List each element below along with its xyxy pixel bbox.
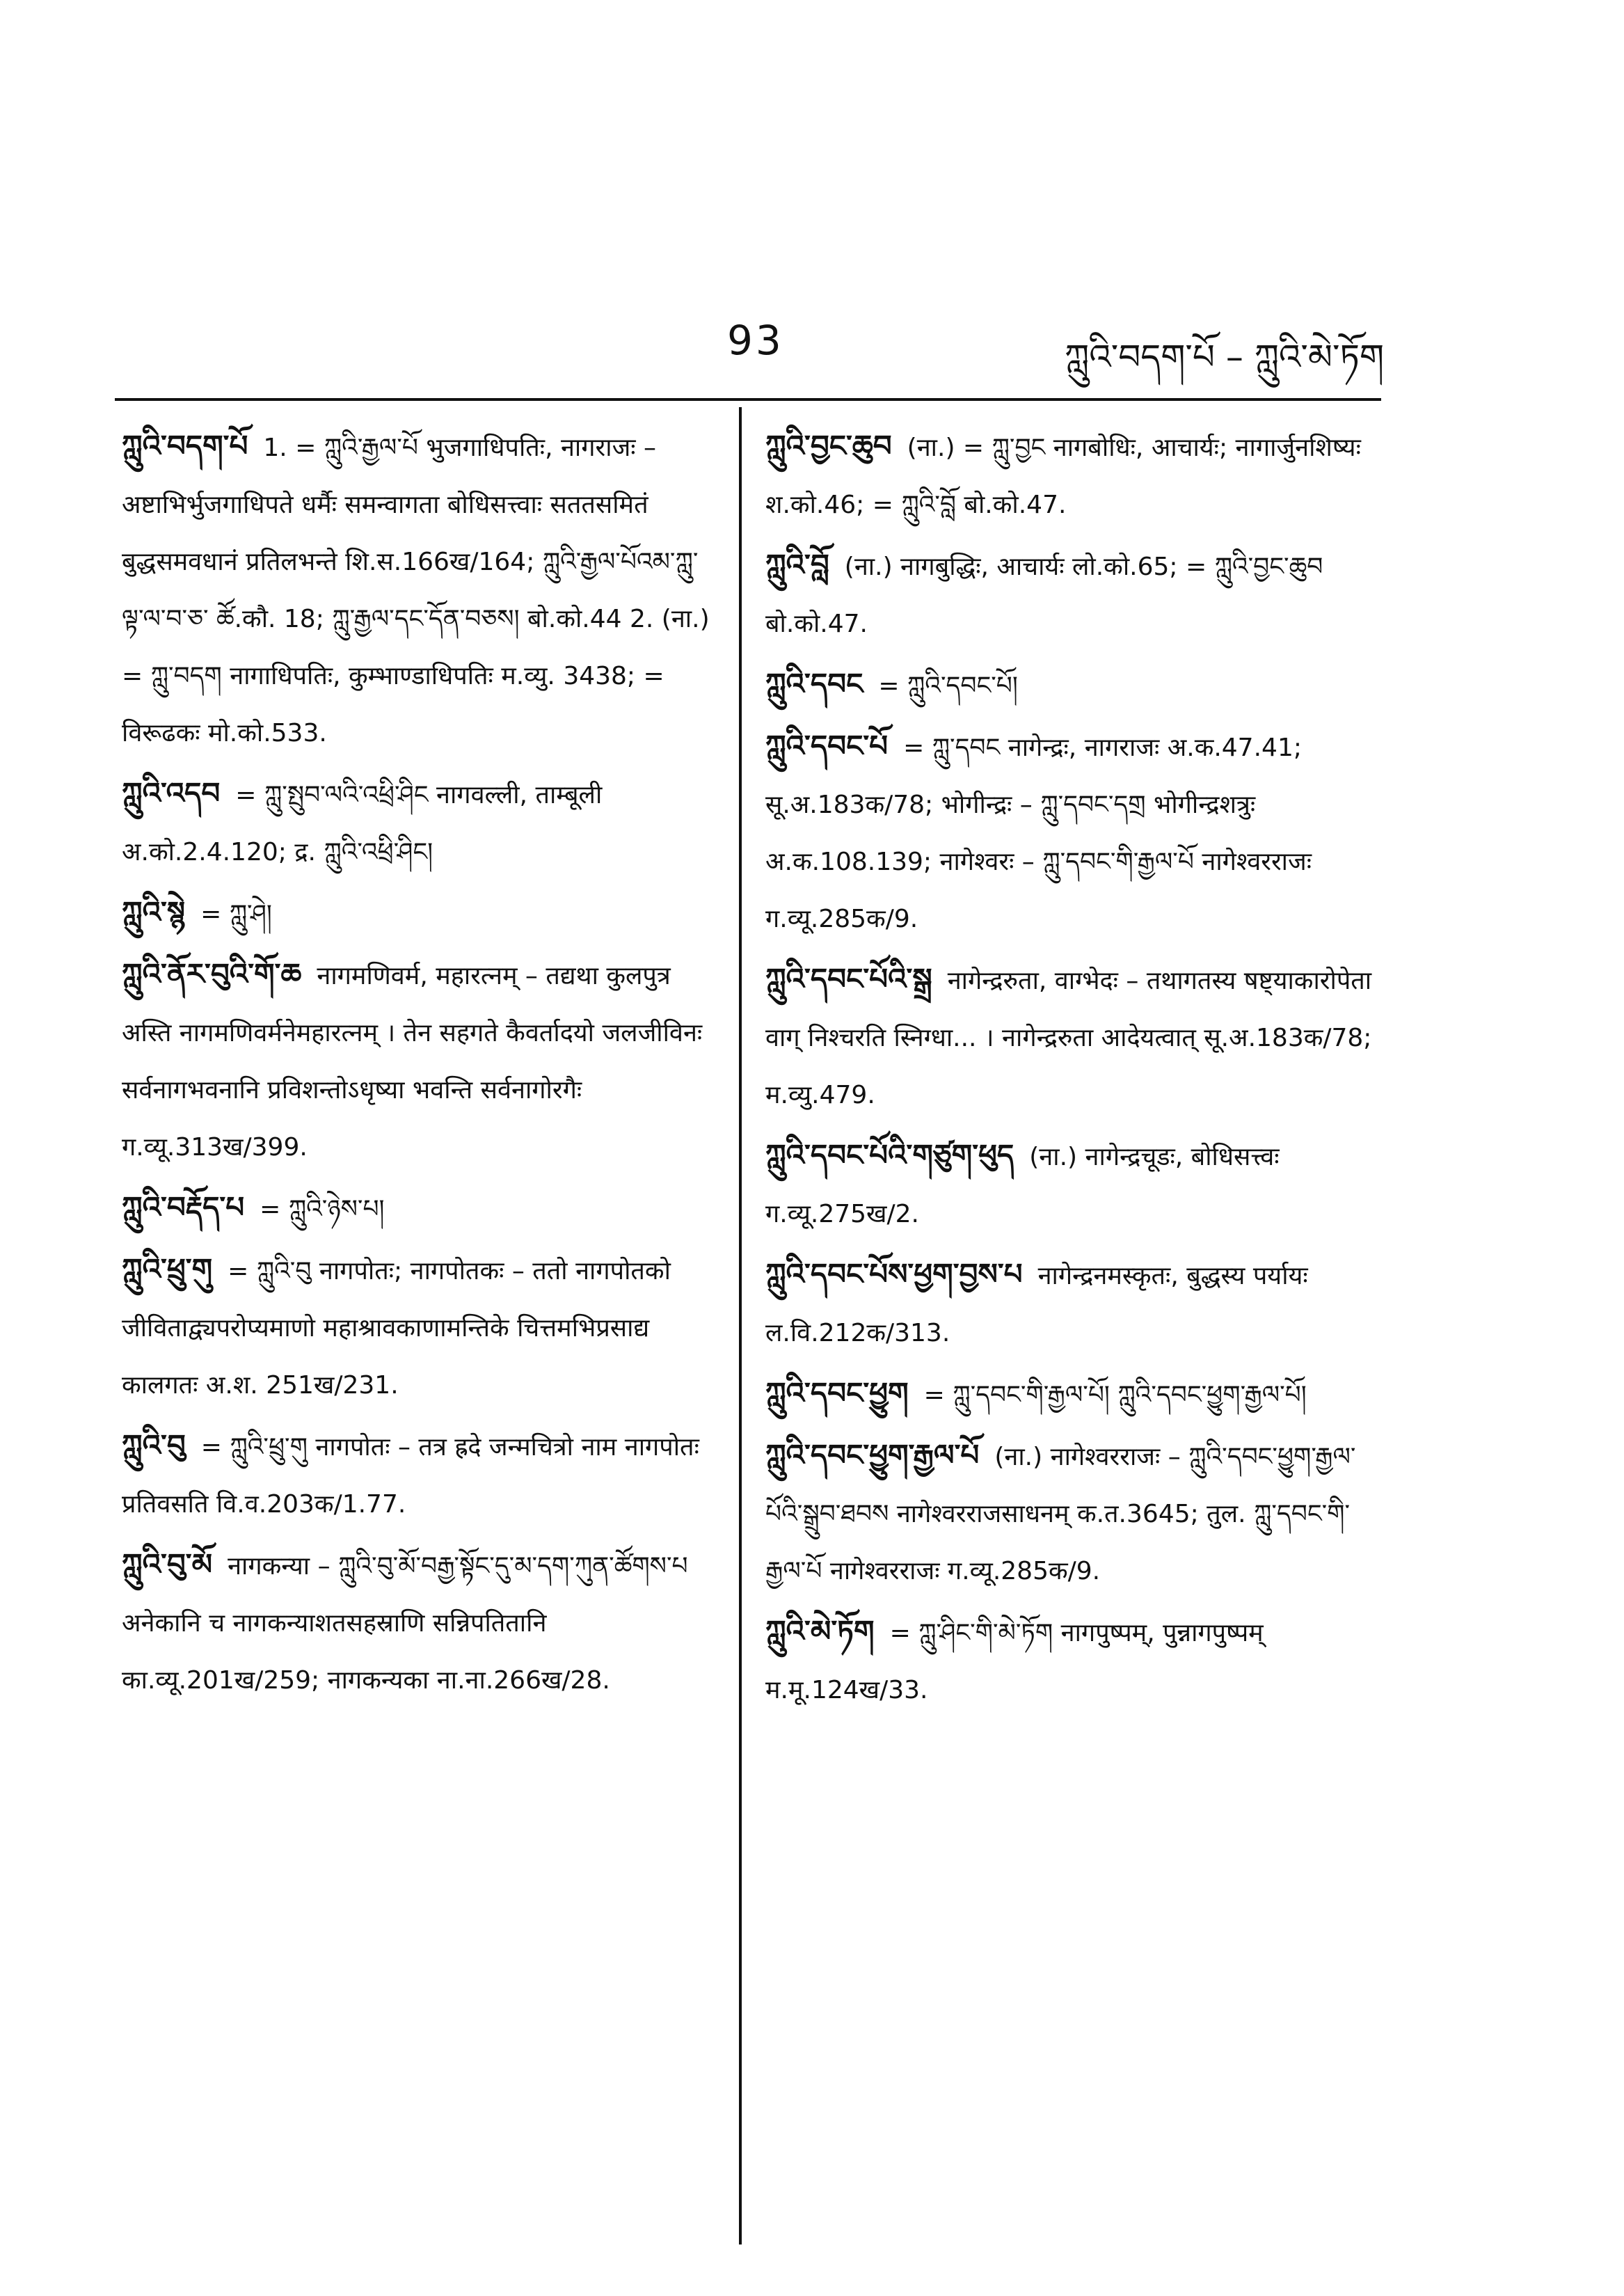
running-head: ཀླུའི་བདག་པོ – ཀླུའི་མེ་ཏོག <box>1065 337 1385 377</box>
entry-definition: नागेन्द्रनमस्कृतः, बुद्धस्य पर्यायः ल.वि.212क/313. <box>765 1262 1308 1347</box>
header-rule <box>115 398 1381 401</box>
entry-headword: ཀླུའི་སྙེ <box>122 895 186 929</box>
entry-definition: (ना.) नागेश्वरराजः – ཀླུའི་དབང་ཕྱུག་རྒྱལ་པོའི་སྒྲུབ་ཐབས नागेश्वरराजसाधनम् क.त.3645; तुल. ཀླུ་དབང་གི་རྒྱལ་པོ नागेश्वरराजः ग.व्यू.285क/9. <box>765 1443 1356 1585</box>
entry-definition: नागेन्द्ररुता, वाग्भेदः – तथागतस्य षष्ट्याकारोपेता वाग् निश्चरति स्निग्धा... । नागेन्द्ररुता आदेयत्वात् सू.अ.183क/78; म.व्यु.479. <box>765 967 1372 1109</box>
dictionary-entry <box>122 884 717 943</box>
dictionary-entry <box>765 1603 1381 1719</box>
entry-headword: ཀླུའི་བྱང་ཆུབ <box>765 429 892 463</box>
entry-definition: = ཀླུ་ཤིང་གི་མེ་ཏོག नागपुष्पम्, पुन्नागपुष्पम् म.मू.124ख/33. <box>765 1619 1264 1704</box>
entry-headword: ཀླུའི་ནོར་བུའི་གོ་ཆ <box>122 957 302 991</box>
entry-headword: ཀླུའི་དབང་ཕྱུག་རྒྱལ་པོ <box>765 1438 980 1472</box>
entry-definition: = ཀླུའི་བུ नागपोतः; नागपोतकः – ततो नागपोतको जीविताद्व्यपरोप्यमाणो महाश्रावकाणामन्तिके चित्तमभिप्रसाद्य कालगतः अ.श. 251ख/231. <box>122 1257 671 1400</box>
entry-definition: 1. = ཀླུའི་རྒྱལ་པོ भुजगाधिपतिः, नागराजः – अष्टाभिर्भुजगाधिपते धर्मैः समन्वागता बोधिसत्त्वाः सततसमितं बुद्धसमवधानं प्रतिलभन्ते शि.स.166ख/164; ཀླུའི་རྒྱལ་པོའམ་ཀླུ་ལྟ་ལ་བ་ཅ་ ཚོ.कौ. 18; ཀླུ་རྒྱལ་དང་དོན་བཅས། बो.को.44 2. (ना.) = ཀླུ་བདག नागाधिपतिः, कुम्भाण्डाधिपतिः म.व्यु. 3438; = विरूढकः मो.को.533. <box>122 434 710 747</box>
dictionary-entry <box>122 765 717 881</box>
entry-definition: = ཀླུའི་དབང་པོ། <box>878 672 1018 700</box>
entry-definition: (ना.) = ཀླུ་བྱང नागबोधिः, आचार्यः; नागार्जुनशिष्यः श.को.46; = ཀླུའི་བློ बो.को.47. <box>765 434 1361 519</box>
dictionary-entry <box>765 1246 1381 1362</box>
right-column <box>765 418 1381 1722</box>
dictionary-entry <box>765 1127 1381 1243</box>
dictionary-entry <box>122 1179 717 1238</box>
dictionary-entry <box>765 656 1381 715</box>
entry-definition: (ना.) नागेन्द्रचूडः, बोधिसत्त्वः ग.व्यू.275ख/2. <box>765 1143 1280 1228</box>
entry-headword: ཀླུའི་དབང་པོའི་སྒྲ <box>765 962 932 996</box>
entry-headword: ཀླུའི་དབང་པོས་ཕྱག་བྱས་པ <box>765 1257 1023 1291</box>
entry-headword: ཀླུའི་དབང་པོའི་གཙུག་ཕུད <box>765 1138 1014 1172</box>
entry-definition: = ཀླུ་དབང नागेन्द्रः, नागराजः अ.क.47.41; सू.अ.183क/78; भोगीन्द्रः – ཀླུ་དབང་དགྲ भोगीन्द्रशत्रुः अ.क.108.139; नागेश्वरः – ཀླུ་དབང་གི་རྒྱལ་པོ नागेश्वरराजः ग.व्यू.285क/9. <box>765 734 1312 933</box>
entry-headword: ཀླུའི་བུ <box>122 1428 186 1462</box>
entry-definition: = ཀླུའི་ཕྲུ་གུ नागपोतः – तत्र ह्रदे जन्मचित्रो नाम नागपोतः प्रतिवसति वि.व.203क/1.77. <box>122 1433 699 1519</box>
entry-headword: ཀླུའི་བུ་མོ <box>122 1547 213 1581</box>
entry-headword: ཀླུའི་མེ་ཏོག <box>765 1614 875 1648</box>
entry-definition: नागमणिवर्म, महारत्नम् – तद्यथा कुलपुत्र अस्ति नागमणिवर्मनेमहारत्नम् । तेन सहगते कैवर्तादयो जलजीविनः सर्वनागभवनानि प्रविशन्तोऽधृष्या भवन्ति सर्वनागोरगैः ग.व्यू.313ख/399. <box>122 962 703 1162</box>
entry-headword: ཀླུའི་དབང <box>765 667 863 701</box>
dictionary-entry <box>122 1417 717 1533</box>
dictionary-entry <box>122 946 717 1176</box>
entry-headword: ཀླུའི་བདག་པོ <box>122 429 248 463</box>
dictionary-entry <box>765 951 1381 1124</box>
entry-headword: ཀླུའི་འདབ <box>122 776 221 810</box>
entry-headword: ཀླུའི་བརྡོད་པ <box>122 1190 245 1224</box>
dictionary-entry <box>765 418 1381 534</box>
column-divider <box>739 407 742 2244</box>
entry-definition: = ཀླུ་ཤེ། <box>200 900 272 928</box>
dictionary-entry <box>122 1241 717 1414</box>
entry-headword: ཀླུའི་ཕྲུ་གུ <box>122 1252 213 1286</box>
dictionary-entry <box>765 537 1381 653</box>
dictionary-entry <box>765 1427 1381 1600</box>
left-column <box>122 418 717 1712</box>
entry-headword: ཀླུའི་དབང་པོ <box>765 729 889 763</box>
dictionary-entry <box>765 718 1381 948</box>
dictionary-entry <box>122 418 717 762</box>
entry-definition: = ཀླུ་དབང་གི་རྒྱལ་པོ། ཀླུའི་དབང་ཕྱུག་རྒྱལ་པོ། <box>923 1381 1307 1409</box>
entry-headword: ཀླུའི་དབང་ཕྱུག <box>765 1376 909 1410</box>
entry-definition: (ना.) नागबुद्धिः, आचार्यः लो.को.65; = ཀླུའི་བྱང་ཆུབ बो.को.47. <box>765 553 1323 638</box>
page-number: 93 <box>727 317 784 364</box>
dictionary-entry <box>765 1365 1381 1424</box>
entry-definition: = ཀླུའི་ཉེས་པ། <box>260 1195 385 1224</box>
dictionary-entry <box>122 1536 717 1709</box>
entry-definition: = ཀླུ་སྤུབ་ལའི་འཕྲི་ཤིང नागवल्ली, ताम्बूली अ.को.2.4.120; द्र. ཀླུའི་འཕྲི་ཤིང། <box>122 781 603 866</box>
entry-definition: नागकन्या – ཀླུའི་བུ་མོ་བརྒྱ་སྟོང་དུ་མ་དག་ཀུན་ཚོགས་པ अनेकानि च नागकन्याशतसहस्राणि सन्निपतितानि का.व्यू.201ख/259; नागकन्यका ना.ना.266ख/28. <box>122 1552 688 1695</box>
entry-headword: ཀླུའི་བློ <box>765 548 829 582</box>
